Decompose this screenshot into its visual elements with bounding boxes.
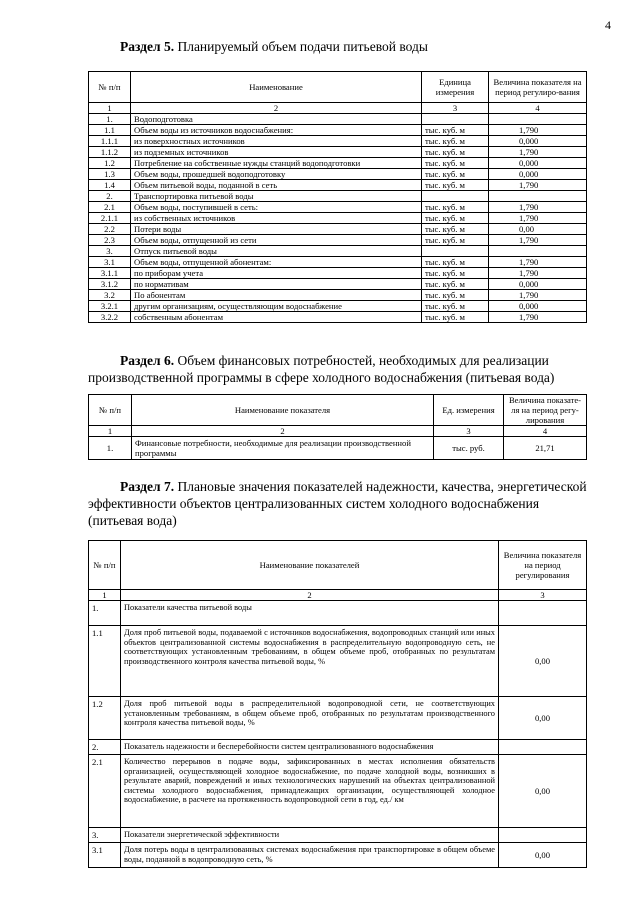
row-unit: тыс. куб. м [422,290,489,301]
table-row [89,125,587,136]
row-unit: тыс. куб. м [422,202,489,213]
row-number: 1.1 [89,626,121,697]
column-header: Величина показате-ля на период регу-лирования [504,395,587,426]
table-row [89,828,587,843]
row-value: 1,790 [489,235,587,246]
row-number: 3.1.2 [89,279,131,290]
section5-label: Раздел 5. [120,39,175,54]
row-unit: тыс. куб. м [422,268,489,279]
row-name: Потери воды [131,224,422,235]
table-header-row [89,541,587,590]
row-value: 0,000 [489,158,587,169]
table-row [89,169,587,180]
row-unit: тыс. куб. м [422,279,489,290]
row-name: Показатели энергетической эффективности [121,828,499,843]
section6-heading [88,352,588,386]
table-row [89,301,587,312]
row-value: 1,790 [489,180,587,191]
row-number: 2.2 [89,224,131,235]
section7-table [88,540,587,868]
section7-label: Раздел 7. [120,479,175,494]
table-row [89,601,587,626]
column-number: 1 [89,426,132,437]
table-row [89,697,587,740]
row-name: Объем воды, отпущенной абонентам: [131,257,422,268]
column-number: 4 [489,103,587,114]
row-name: Объем воды, прошедшей водоподготовку [131,169,422,180]
row-unit [422,246,489,257]
row-unit: тыс. куб. м [422,125,489,136]
table-row [89,180,587,191]
table-row [89,246,587,257]
row-unit: тыс. куб. м [422,180,489,191]
row-name: по нормативам [131,279,422,290]
table-row [89,224,587,235]
row-name: Водоподготовка [131,114,422,125]
column-number: 2 [131,103,422,114]
table-row [89,268,587,279]
table-row [89,202,587,213]
row-name: Доля проб питьевой воды, подаваемой с источников водоснабжения, водопроводных станций или иных объектов централизованной системы водоснабжения в распределительную водопроводную сеть, не соответствующих установленным требованиям, в общем объеме проб, отобранных по результатам производственного контроля качества питьевой воды, % [121,626,499,697]
section6-table [88,394,587,460]
row-number: 3. [89,246,131,257]
table-row [89,136,587,147]
row-unit: тыс. куб. м [422,301,489,312]
column-header: № п/п [89,541,121,590]
column-header: Ед. измерения [434,395,504,426]
row-unit [422,114,489,125]
row-unit: тыс. куб. м [422,169,489,180]
row-value: 0,00 [499,755,587,828]
row-number: 1. [89,437,132,460]
row-number: 1.3 [89,169,131,180]
section6-title: Объем финансовых потребностей, необходимых для реализации производственной программы в сфере холодного водоснабжения (питьевая вода) [88,353,555,385]
row-value: 0,00 [499,697,587,740]
column-header: № п/п [89,72,131,103]
column-header: Величина показателя на период регулирования [499,541,587,590]
row-value: 1,790 [489,202,587,213]
row-unit: тыс. куб. м [422,147,489,158]
table-row [89,626,587,697]
row-value: 0,00 [499,843,587,868]
row-name: Потребление на собственные нужды станций водоподготовки [131,158,422,169]
row-value: 1,790 [489,257,587,268]
row-value: 1,790 [489,213,587,224]
row-value: 1,790 [489,125,587,136]
row-number: 2.1 [89,202,131,213]
table-row [89,257,587,268]
row-number: 3.2 [89,290,131,301]
row-number: 3. [89,828,121,843]
row-value: 1,790 [489,268,587,279]
row-number: 1.1.1 [89,136,131,147]
row-name: Финансовые потребности, необходимые для реализации производственной программы [132,437,434,460]
row-unit: тыс. куб. м [422,224,489,235]
column-header: Наименование показателя [132,395,434,426]
section6-label: Раздел 6. [120,353,175,368]
row-value [489,191,587,202]
section5-title: Планируемый объем подачи питьевой воды [177,39,428,54]
row-value: 0,00 [499,626,587,697]
table-row [89,147,587,158]
row-number: 3.2.1 [89,301,131,312]
row-number: 3.2.2 [89,312,131,323]
row-unit [422,191,489,202]
table-row [89,437,587,460]
column-number: 2 [132,426,434,437]
table-row [89,213,587,224]
row-unit: тыс. куб. м [422,312,489,323]
table-header-row [89,395,587,426]
row-number: 2.1 [89,755,121,828]
column-number-row [89,103,587,114]
section5-heading [120,38,540,55]
table-row [89,158,587,169]
row-value [489,246,587,257]
row-number: 2.3 [89,235,131,246]
row-number: 1. [89,114,131,125]
row-value [499,828,587,843]
row-value [499,740,587,755]
table-header-row [89,72,587,103]
row-number: 2. [89,191,131,202]
table-row [89,114,587,125]
column-header: Наименование [131,72,422,103]
row-number: 3.1 [89,257,131,268]
row-number: 1.2 [89,697,121,740]
row-unit: тыс. куб. м [422,158,489,169]
column-number: 3 [434,426,504,437]
row-name: Отпуск питьевой воды [131,246,422,257]
row-value [489,114,587,125]
row-value: 21,71 [504,437,587,460]
row-value: 0,000 [489,169,587,180]
table-row [89,312,587,323]
row-unit: тыс. куб. м [422,235,489,246]
column-header: Единица измерения [422,72,489,103]
row-name: из собственных источников [131,213,422,224]
row-name: Транспортировка питьевой воды [131,191,422,202]
column-number: 3 [422,103,489,114]
row-value: 0,000 [489,136,587,147]
section7-title: Плановые значения показателей надежности, качества, энергетической эффективности объектов централизованных систем холодного водоснабжения (питьевая вода) [88,479,587,528]
row-number: 1. [89,601,121,626]
row-value: 1,790 [489,290,587,301]
row-name: Доля проб питьевой воды в распределительной водопроводной сети, не соответствующих установленным требованиям, в общем объеме проб, отобранных по результатам производственного контроля качества питьевой воды, % [121,697,499,740]
row-value: 0,000 [489,301,587,312]
table-row [89,755,587,828]
row-name: из подземных источников [131,147,422,158]
row-name: По абонентам [131,290,422,301]
row-name: из поверхностных источников [131,136,422,147]
row-value: 1,790 [489,147,587,158]
row-number: 3.1 [89,843,121,868]
section7-heading [88,478,588,529]
row-number: 1.1 [89,125,131,136]
page-number: 4 [605,18,611,32]
row-name: Объем воды, отпущенной из сети [131,235,422,246]
row-unit: тыс. куб. м [422,257,489,268]
row-name: Объем питьевой воды, поданной в сеть [131,180,422,191]
row-value [499,601,587,626]
column-number-row [89,426,587,437]
table-row [89,843,587,868]
column-number-row [89,590,587,601]
row-value: 0,000 [489,279,587,290]
row-unit: тыс. куб. м [422,213,489,224]
row-number: 2.1.1 [89,213,131,224]
row-unit: тыс. куб. м [422,136,489,147]
table-row [89,191,587,202]
row-unit: тыс. руб. [434,437,504,460]
table-row [89,740,587,755]
row-name: по приборам учета [131,268,422,279]
section5-table [88,71,587,323]
row-name: Показатели качества питьевой воды [121,601,499,626]
table-row [89,290,587,301]
column-header: № п/п [89,395,132,426]
row-name: собственным абонентам [131,312,422,323]
row-number: 2. [89,740,121,755]
column-number: 2 [121,590,499,601]
row-number: 1.4 [89,180,131,191]
column-header: Величина показателя на период регулиро-вания [489,72,587,103]
table-row [89,279,587,290]
column-number: 4 [504,426,587,437]
column-header: Наименование показателей [121,541,499,590]
column-number: 1 [89,103,131,114]
row-number: 1.1.2 [89,147,131,158]
table-row [89,235,587,246]
row-value: 1,790 [489,312,587,323]
column-number: 3 [499,590,587,601]
row-number: 3.1.1 [89,268,131,279]
row-value: 0,00 [489,224,587,235]
row-name: Показатель надежности и бесперебойности систем централизованного водоснабжения [121,740,499,755]
row-name: Количество перерывов в подаче воды, зафиксированных в местах исполнения обязательств организацией, осуществляющей холодное водоснабжение, по подаче холодной воды, возникших в результате аварий, повреждений и иных технологических нарушений на объектах централизованной системы холодного водоснабжения, принадлежащих организации, осуществляющей холодное водоснабжение, в расчете на протяженность водопроводной сети в год, ед./ км [121,755,499,828]
row-number: 1.2 [89,158,131,169]
row-name: другим организациям, осуществляющим водоснабжение [131,301,422,312]
row-name: Объем воды, поступившей в сеть: [131,202,422,213]
row-name: Объем воды из источников водоснабжения: [131,125,422,136]
column-number: 1 [89,590,121,601]
row-name: Доля потерь воды в централизованных системах водоснабжения при транспортировке в общем объеме воды, поданной в водопроводную сеть, % [121,843,499,868]
